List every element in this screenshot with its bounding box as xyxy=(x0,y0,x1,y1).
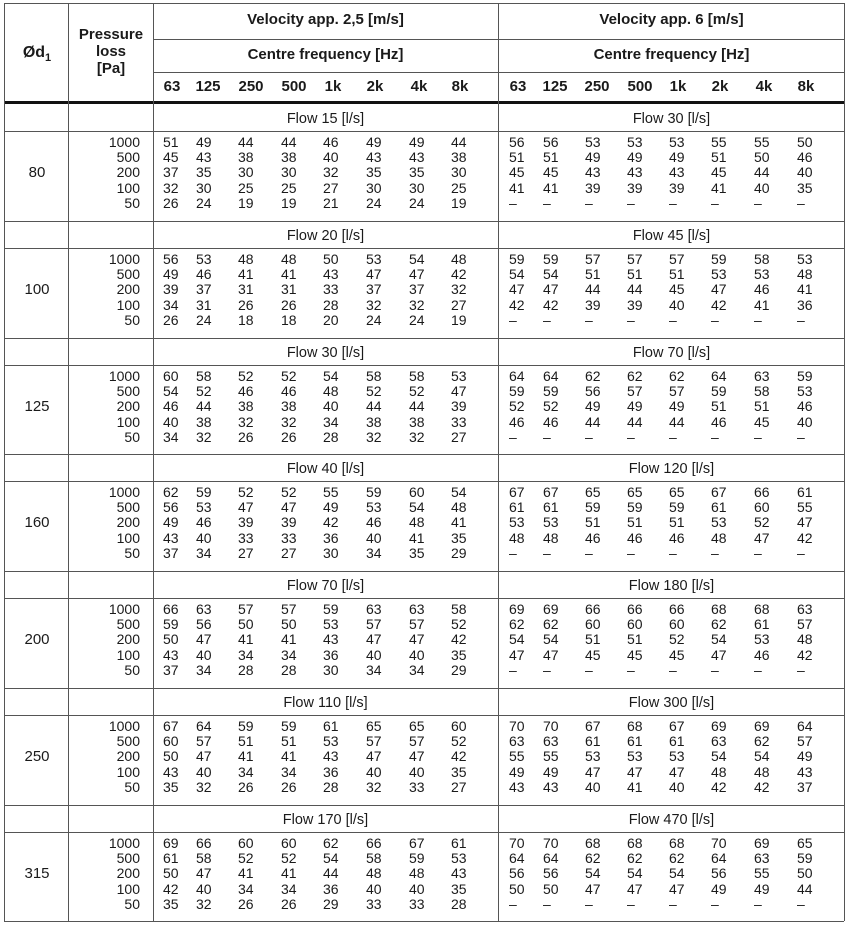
attenuation-column-high: 68 62 54 47 – xyxy=(669,835,685,912)
pressure-values: 1000 500 200 100 50 xyxy=(108,484,140,561)
vertical-rule xyxy=(153,3,154,921)
attenuation-column-low: 59 51 41 34 26 xyxy=(238,718,254,795)
duct-diameter: 250 xyxy=(24,748,50,765)
attenuation-column-high: 64 57 49 43 37 xyxy=(797,718,813,795)
attenuation-column-low: 44 38 30 25 19 xyxy=(281,134,297,211)
flow-label-low: Flow 40 [l/s] xyxy=(286,461,365,477)
attenuation-column-low: 55 49 42 36 30 xyxy=(323,484,339,561)
freq-label-high-125: 125 xyxy=(542,78,568,95)
horizontal-rule xyxy=(4,454,844,455)
pressure-loss-header: Pressure loss [Pa] xyxy=(78,26,144,77)
attenuation-column-low: 60 52 42 35 27 xyxy=(451,718,467,795)
horizontal-rule xyxy=(4,3,844,4)
pressure-values: 1000 500 200 100 50 xyxy=(108,718,140,795)
attenuation-column-low: 46 40 32 27 21 xyxy=(323,134,339,211)
attenuation-column-high: 70 63 55 49 43 xyxy=(509,718,525,795)
attenuation-column-low: 61 53 43 36 28 xyxy=(323,718,339,795)
attenuation-column-low: 54 48 41 35 29 xyxy=(451,484,467,561)
velocity-high-header: Velocity app. 6 [m/s] xyxy=(599,11,744,28)
horizontal-rule xyxy=(4,688,844,689)
duct-diameter: 80 xyxy=(28,164,46,181)
duct-diameter: 315 xyxy=(24,865,50,882)
attenuation-column-high: 68 61 53 47 41 xyxy=(627,718,643,795)
attenuation-column-high: 69 63 55 49 – xyxy=(754,835,770,912)
attenuation-column-high: 53 49 43 39 – xyxy=(669,134,685,211)
attenuation-column-high: 59 53 46 40 – xyxy=(797,368,813,445)
attenuation-column-high: 62 57 49 44 – xyxy=(669,368,685,445)
horizontal-rule xyxy=(4,131,844,132)
attenuation-column-low: 62 54 44 36 29 xyxy=(323,835,339,912)
horizontal-rule xyxy=(4,221,844,222)
horizontal-rule xyxy=(4,598,844,599)
flow-label-high: Flow 30 [l/s] xyxy=(632,111,711,127)
attenuation-column-high: 66 60 52 47 – xyxy=(754,484,770,561)
duct-diameter: 100 xyxy=(24,281,50,298)
horizontal-rule xyxy=(4,571,844,572)
freq-label-low-63: 63 xyxy=(163,78,181,95)
attenuation-column-high: 64 59 51 46 – xyxy=(711,368,727,445)
attenuation-column-high: 70 64 56 49 – xyxy=(711,835,727,912)
attenuation-column-high: 59 53 47 42 – xyxy=(711,251,727,328)
attenuation-column-low: 49 43 35 30 24 xyxy=(409,134,425,211)
attenuation-column-high: 66 60 52 45 – xyxy=(669,601,685,678)
attenuation-column-low: 60 54 48 41 35 xyxy=(409,484,425,561)
flow-label-low: Flow 20 [l/s] xyxy=(286,228,365,244)
attenuation-column-low: 58 52 44 38 32 xyxy=(409,368,425,445)
attenuation-column-high: 61 55 47 42 – xyxy=(797,484,813,561)
attenuation-column-high: 69 62 54 47 – xyxy=(543,601,559,678)
attenuation-column-high: 67 61 53 47 40 xyxy=(669,718,685,795)
attenuation-column-low: 57 50 41 34 28 xyxy=(281,601,297,678)
flow-label-high: Flow 180 [l/s] xyxy=(628,578,715,594)
attenuation-column-low: 50 43 33 28 20 xyxy=(323,251,339,328)
attenuation-column-high: 53 49 43 39 – xyxy=(585,134,601,211)
attenuation-column-low: 54 47 37 32 24 xyxy=(409,251,425,328)
horizontal-rule xyxy=(4,715,844,716)
attenuation-column-low: 66 58 47 40 32 xyxy=(196,835,212,912)
attenuation-column-high: 67 61 53 47 40 xyxy=(585,718,601,795)
attenuation-column-high: 64 59 52 46 – xyxy=(543,368,559,445)
attenuation-column-high: 59 54 47 42 – xyxy=(543,251,559,328)
freq-label-low-500: 500 xyxy=(281,78,307,95)
attenuation-column-low: 60 54 46 40 34 xyxy=(163,368,179,445)
horizontal-rule xyxy=(4,481,844,482)
freq-label-low-2k: 2k xyxy=(366,78,384,95)
duct-diameter: 125 xyxy=(24,398,50,415)
freq-label-high-63: 63 xyxy=(509,78,527,95)
pressure-values: 1000 500 200 100 50 xyxy=(108,368,140,445)
attenuation-column-low: 66 58 48 40 33 xyxy=(366,835,382,912)
attenuation-column-low: 49 43 35 30 24 xyxy=(196,134,212,211)
attenuation-column-high: 70 63 55 49 43 xyxy=(543,718,559,795)
attenuation-column-low: 53 47 39 33 27 xyxy=(451,368,467,445)
attenuation-column-high: 57 51 44 39 – xyxy=(585,251,601,328)
attenuation-column-low: 64 57 47 40 32 xyxy=(196,718,212,795)
attenuation-column-high: 56 51 45 41 – xyxy=(543,134,559,211)
flow-label-high: Flow 300 [l/s] xyxy=(628,695,715,711)
flow-label-high: Flow 470 [l/s] xyxy=(628,812,715,828)
attenuation-column-low: 51 45 37 32 26 xyxy=(163,134,179,211)
attenuation-column-high: 63 57 48 42 – xyxy=(797,601,813,678)
flow-label-low: Flow 30 [l/s] xyxy=(286,345,365,361)
diameter-header: $Ød_1$ xyxy=(22,44,52,64)
vertical-rule xyxy=(844,3,845,921)
attenuation-column-high: 62 57 49 44 – xyxy=(627,368,643,445)
pressure-values: 1000 500 200 100 50 xyxy=(108,134,140,211)
attenuation-column-low: 63 56 47 40 34 xyxy=(196,601,212,678)
attenuation-column-low: 60 52 41 34 26 xyxy=(281,835,297,912)
attenuation-column-low: 44 38 30 25 19 xyxy=(451,134,467,211)
attenuation-column-high: 66 60 51 45 – xyxy=(627,601,643,678)
attenuation-column-low: 49 43 35 30 24 xyxy=(366,134,382,211)
attenuation-column-low: 62 56 49 43 37 xyxy=(163,484,179,561)
pressure-values: 1000 500 200 100 50 xyxy=(108,601,140,678)
attenuation-column-low: 58 52 42 35 29 xyxy=(451,601,467,678)
attenuation-column-high: 67 61 53 48 – xyxy=(509,484,525,561)
attenuation-column-low: 52 46 38 32 26 xyxy=(281,368,297,445)
attenuation-column-high: 57 51 45 40 – xyxy=(669,251,685,328)
attenuation-column-low: 57 50 41 34 28 xyxy=(238,601,254,678)
attenuation-column-low: 58 52 44 38 32 xyxy=(196,368,212,445)
attenuation-column-high: 70 64 56 50 – xyxy=(543,835,559,912)
freq-label-low-125: 125 xyxy=(195,78,221,95)
attenuation-column-high: 68 62 54 47 – xyxy=(585,835,601,912)
attenuation-column-high: 67 61 53 48 – xyxy=(711,484,727,561)
centre-frequency-low-header: Centre frequency [Hz] xyxy=(247,46,404,63)
attenuation-column-high: 65 59 51 46 – xyxy=(669,484,685,561)
attenuation-column-low: 63 57 47 40 34 xyxy=(409,601,425,678)
freq-label-high-8k: 8k xyxy=(797,78,815,95)
attenuation-column-high: 65 59 51 46 – xyxy=(627,484,643,561)
attenuation-column-low: 53 46 37 31 24 xyxy=(196,251,212,328)
attenuation-column-low: 65 57 47 40 33 xyxy=(409,718,425,795)
attenuation-column-high: 69 62 54 48 42 xyxy=(754,718,770,795)
attenuation-column-high: 53 49 43 39 – xyxy=(627,134,643,211)
pressure-values: 1000 500 200 100 50 xyxy=(108,835,140,912)
attenuation-column-low: 65 57 47 40 32 xyxy=(366,718,382,795)
vertical-rule xyxy=(498,3,499,921)
attenuation-column-low: 48 41 31 26 18 xyxy=(281,251,297,328)
attenuation-column-low: 61 53 43 35 28 xyxy=(451,835,467,912)
attenuation-column-low: 59 53 46 40 34 xyxy=(196,484,212,561)
attenuation-column-high: 69 63 54 48 42 xyxy=(711,718,727,795)
attenuation-column-low: 52 47 39 33 27 xyxy=(281,484,297,561)
duct-diameter: 200 xyxy=(24,631,50,648)
attenuation-column-low: 44 38 30 25 19 xyxy=(238,134,254,211)
freq-label-low-8k: 8k xyxy=(451,78,469,95)
attenuation-column-low: 58 52 44 38 32 xyxy=(366,368,382,445)
attenuation-column-high: 70 64 56 50 – xyxy=(509,835,525,912)
freq-label-low-4k: 4k xyxy=(410,78,428,95)
attenuation-column-low: 48 41 31 26 18 xyxy=(238,251,254,328)
velocity-low-header: Velocity app. 2,5 [m/s] xyxy=(247,11,404,28)
freq-label-high-500: 500 xyxy=(627,78,653,95)
attenuation-column-low: 63 57 47 40 34 xyxy=(366,601,382,678)
attenuation-column-low: 59 53 46 40 34 xyxy=(366,484,382,561)
attenuation-column-high: 56 51 45 41 – xyxy=(509,134,525,211)
attenuation-column-low: 67 59 48 40 33 xyxy=(409,835,425,912)
attenuation-column-high: 55 50 44 40 – xyxy=(754,134,770,211)
attenuation-column-high: 57 51 44 39 – xyxy=(627,251,643,328)
attenuation-column-low: 67 60 50 43 35 xyxy=(163,718,179,795)
attenuation-column-high: 69 62 54 47 – xyxy=(509,601,525,678)
horizontal-rule xyxy=(4,365,844,366)
attenuation-column-high: 62 56 49 44 – xyxy=(585,368,601,445)
attenuation-column-high: 53 48 41 36 – xyxy=(797,251,813,328)
horizontal-rule xyxy=(4,338,844,339)
attenuation-column-low: 56 49 39 34 26 xyxy=(163,251,179,328)
attenuation-column-low: 66 59 50 43 37 xyxy=(163,601,179,678)
flow-label-low: Flow 70 [l/s] xyxy=(286,578,365,594)
attenuation-column-high: 67 61 53 48 – xyxy=(543,484,559,561)
flow-label-high: Flow 45 [l/s] xyxy=(632,228,711,244)
horizontal-rule xyxy=(4,921,844,922)
flow-label-high: Flow 120 [l/s] xyxy=(628,461,715,477)
attenuation-column-low: 69 61 50 42 35 xyxy=(163,835,179,912)
duct-diameter: 160 xyxy=(24,514,50,531)
attenuation-column-low: 59 51 41 34 26 xyxy=(281,718,297,795)
vertical-rule xyxy=(4,3,5,921)
attenuation-column-high: 58 53 46 41 – xyxy=(754,251,770,328)
horizontal-rule xyxy=(4,805,844,806)
flow-label-low: Flow 170 [l/s] xyxy=(282,812,369,828)
pressure-values: 1000 500 200 100 50 xyxy=(108,251,140,328)
attenuation-column-low: 52 47 39 33 27 xyxy=(238,484,254,561)
freq-label-high-1k: 1k xyxy=(669,78,687,95)
attenuation-column-high: 50 46 40 35 – xyxy=(797,134,813,211)
attenuation-column-low: 53 47 37 32 24 xyxy=(366,251,382,328)
attenuation-column-high: 64 59 52 46 – xyxy=(509,368,525,445)
attenuation-column-low: 52 46 38 32 26 xyxy=(238,368,254,445)
attenuation-column-high: 68 62 54 47 – xyxy=(627,835,643,912)
attenuation-column-low: 59 53 43 36 30 xyxy=(323,601,339,678)
attenuation-column-high: 68 62 54 47 – xyxy=(711,601,727,678)
attenuation-column-high: 65 59 51 46 – xyxy=(585,484,601,561)
attenuation-column-high: 55 51 45 41 – xyxy=(711,134,727,211)
attenuation-column-high: 68 61 53 46 – xyxy=(754,601,770,678)
attenuation-column-high: 65 59 50 44 – xyxy=(797,835,813,912)
vertical-rule xyxy=(68,3,69,921)
attenuation-column-low: 48 42 32 27 19 xyxy=(451,251,467,328)
freq-label-high-250: 250 xyxy=(584,78,610,95)
freq-label-high-4k: 4k xyxy=(755,78,773,95)
attenuation-column-high: 66 60 51 45 – xyxy=(585,601,601,678)
horizontal-rule xyxy=(4,832,844,833)
flow-label-low: Flow 15 [l/s] xyxy=(286,111,365,127)
freq-label-low-250: 250 xyxy=(238,78,264,95)
freq-label-high-2k: 2k xyxy=(711,78,729,95)
attenuation-column-low: 54 48 40 34 28 xyxy=(323,368,339,445)
horizontal-rule xyxy=(4,248,844,249)
flow-label-low: Flow 110 [l/s] xyxy=(283,695,368,711)
attenuation-column-high: 63 58 51 45 – xyxy=(754,368,770,445)
flow-label-high: Flow 70 [l/s] xyxy=(632,345,711,361)
attenuation-column-low: 60 52 41 34 26 xyxy=(238,835,254,912)
centre-frequency-high-header: Centre frequency [Hz] xyxy=(593,46,750,63)
freq-label-low-1k: 1k xyxy=(324,78,342,95)
horizontal-rule xyxy=(4,101,844,104)
attenuation-column-high: 59 54 47 42 – xyxy=(509,251,525,328)
